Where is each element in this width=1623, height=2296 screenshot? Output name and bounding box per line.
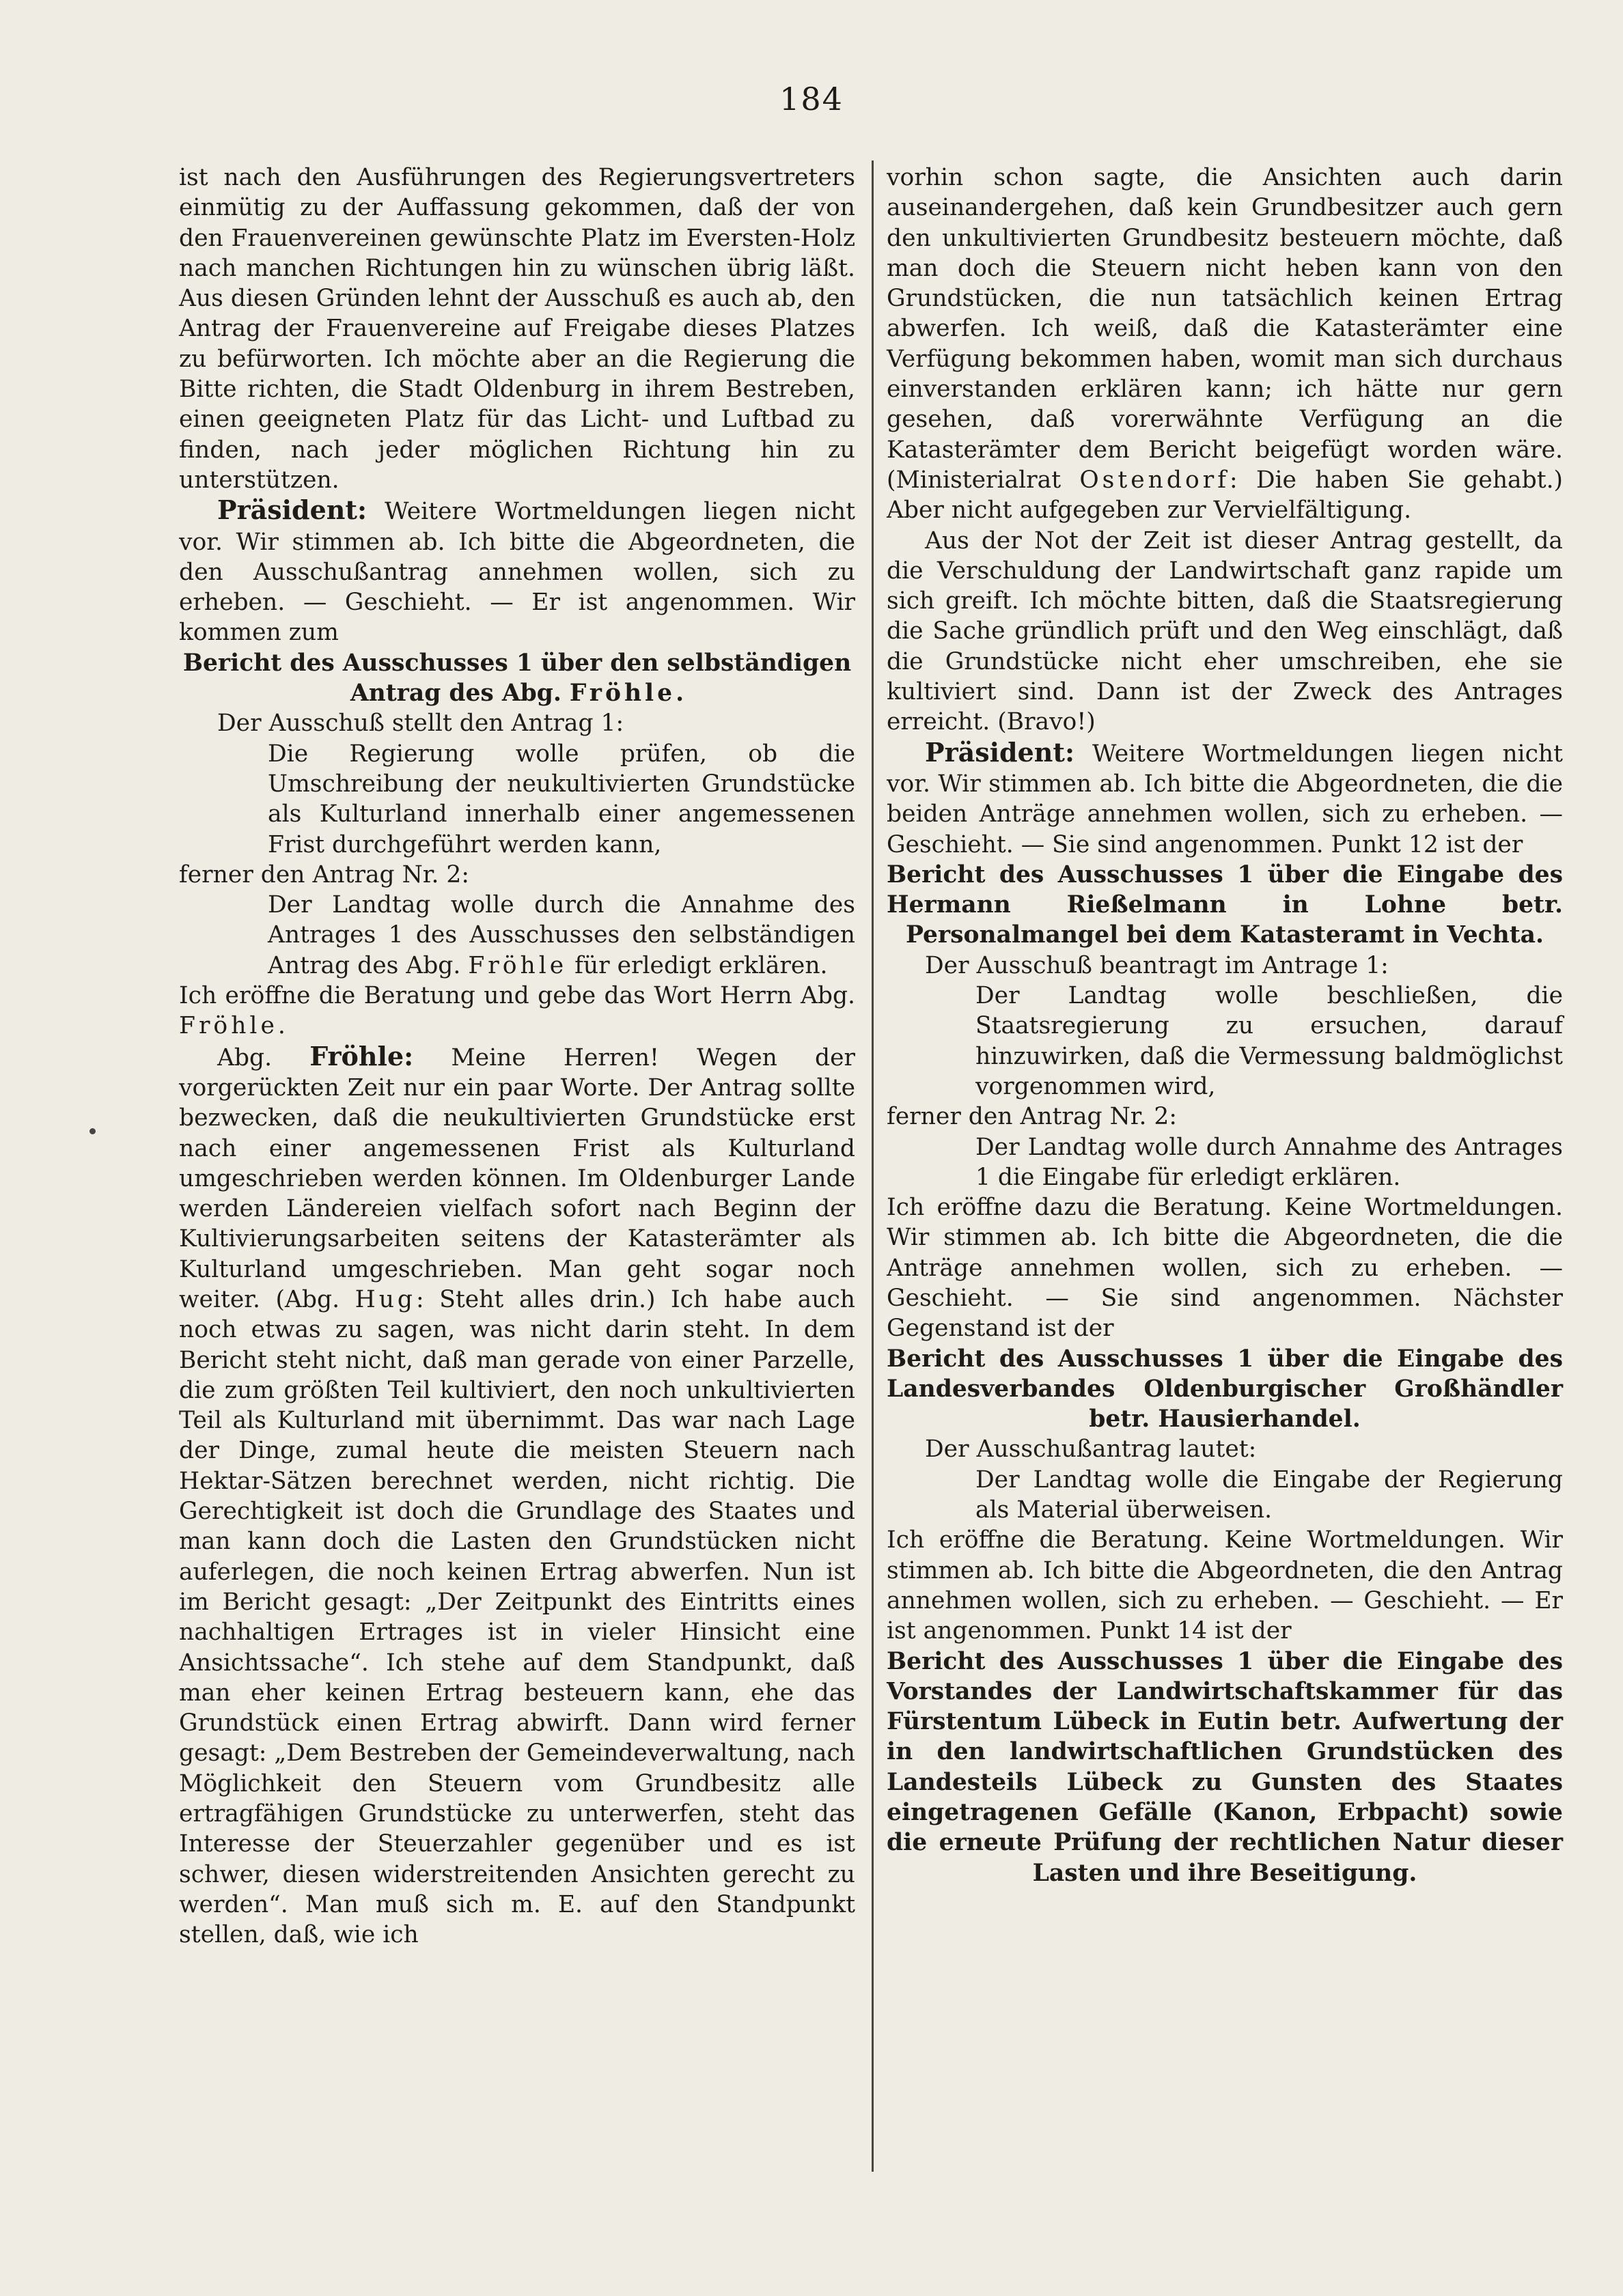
column-divider <box>872 160 874 2172</box>
motion-part: Der Landtag wolle durch die Annahme des Antrages 1 des Ausschusses den selbständigen Antrag des Abg. <box>268 891 855 979</box>
text: : Die haben Sie gehabt.) Aber nicht aufgegeben zur Vervielfältigung. <box>887 466 1563 524</box>
paragraph <box>887 163 1563 526</box>
heading-text: Bericht des Ausschusses 1 über den selbständigen Antrag des Abg. <box>182 649 852 708</box>
paragraph: Ich eröffne dazu die Beratung. Keine Wortmeldungen. Wir stimmen ab. Ich bitte die Abgeordneten, die die Anträge annehmen wollen, sich zu erheben. — Geschieht. — Sie sind angenommen. Nächster Gegenstand ist der <box>887 1194 1563 1343</box>
speaker-label: Präsident: <box>217 494 367 526</box>
print-speck <box>89 1128 96 1134</box>
motion-text: Der Landtag wolle beschließen, die Staatsregierung zu ersuchen, darauf hinzuwirken, daß die Vermessung baldmöglichst vorgenommen wird, <box>975 982 1563 1100</box>
left-column <box>179 163 855 1950</box>
section-heading: Bericht des Ausschusses 1 über die Eingabe des Landesverbandes Oldenburgischer Großhändler betr. Hausierhandel. <box>887 1345 1563 1433</box>
paragraph: Der Ausschuß beantragt im Antrage 1: <box>925 951 1389 979</box>
paragraph: Ich eröffne die Beratung. Keine Wortmeldungen. Wir stimmen ab. Ich bitte die Abgeordneten, die den Antrag annehmen wollen, sich zu erheben. — Geschieht. — Er ist angenommen. Punkt 14 ist der <box>887 1526 1563 1645</box>
member-name: Ostendorf <box>1079 466 1230 494</box>
right-column <box>887 163 1563 1888</box>
text: Abg. <box>217 1044 310 1072</box>
paragraph: ferner den Antrag Nr. 2: <box>179 860 469 888</box>
member-name: Fröhle <box>569 680 676 708</box>
speech-text: Weitere Wortmeldungen liegen nicht vor. Wir stimmen ab. Ich bitte die Abgeordneten, die die beiden Anträge annehmen wollen, sich zu erheben. — Geschieht. — Sie sind angenommen. Punkt 12 ist der <box>887 740 1563 858</box>
text: vorhin schon sagte, die Ansichten auch darin auseinandergehen, daß kein Grundbesitzer auch gern den unkultivierten Grundbesitz besteuern möchte, daß man doch die Steuern nicht heben kann von den Grundstücken, die nun tatsächlich keinen Ertrag abwerfen. Ich weiß, daß die Katasterämter eine Verfügung bekommen haben, womit man sich durchaus einverstanden erklären kann; ich hätte nur gern gesehen, daß vorerwähnte Verfügung an die Katasterämter dem Bericht beigefügt worden wäre. (Ministerialrat <box>887 164 1563 494</box>
motion-text: Die Regierung wolle prüfen, ob die Umschreibung der neukultivierten Grundstücke als Kulturland innerhalb einer angemessenen Frist durchgeführt werden kann, <box>268 740 855 858</box>
speaker-label: Präsident: <box>925 736 1075 768</box>
motion-part: für erledigt erklären. <box>567 951 828 979</box>
paragraph <box>179 495 855 647</box>
member-name: Fröhle <box>179 1012 278 1040</box>
section-heading: Bericht des Ausschusses 1 über die Eingabe des Hermann Rießelmann in Lohne betr. Personalmangel bei dem Katasteramt in Vechta. <box>887 860 1563 949</box>
text: Ich eröffne die Beratung und gebe das Wort Herrn Abg. <box>179 982 855 1010</box>
paragraph <box>179 981 855 1041</box>
member-name: Fröhle <box>468 951 568 979</box>
speech-text: Weitere Wortmeldungen liegen nicht vor. Wir stimmen ab. Ich bitte die Abgeordneten, die den Ausschußantrag annehmen wollen, sich zu erheben. — Geschieht. — Er ist angenommen. Wir kommen zum <box>179 498 855 647</box>
page-number: 184 <box>779 81 844 117</box>
motion-text: Der Landtag wolle durch Annahme des Antrages 1 die Eingabe für erledigt erklären. <box>975 1133 1563 1191</box>
paragraph <box>179 1041 855 1950</box>
section-heading <box>179 648 855 709</box>
speech-text: : Steht alles drin.) Ich habe auch noch etwas zu sagen, was nicht darin steht. In dem Bericht steht nicht, daß man gerade von einer Parzelle, die zum größten Teil kultiviert, den noch unkultivierten Teil als Kulturland mit übernimmt. Das war nach Lage der Dinge, zumal heute die meisten Steuern nach Hektar-Sätzen berechnet werden, nicht richtig. Die Gerechtigkeit ist doch die Grundlage des Staates und man kann doch die Lasten den Grundstücken nicht auferlegen, die noch keinen Ertrag abwerfen. Nun ist im Bericht gesagt: „Der Zeitpunkt des Eintritts eines nachhaltigen Ertrages ist in vieler Hinsicht eine Ansichtssache“. Ich stehe auf dem Standpunkt, daß man eher keinen Ertrag besteuern kann, ehe das Grundstück einen Ertrag abwirft. Dann wird ferner gesagt: „Dem Bestreben der Gemeindeverwaltung, nach Möglichkeit den Steuern vom Grundbesitz alle ertragfähigen Grundstücke zu unterwerfen, steht das Interesse der Steuerzahler gegenüber und es ist schwer, diesen widerstreitenden Ansichten gerecht zu werden“. Man muß sich m. E. auf den Standpunkt stellen, daß, wie ich <box>179 1285 855 1949</box>
member-name: Hug <box>355 1285 417 1313</box>
text: . <box>277 1012 286 1040</box>
paragraph: ferner den Antrag Nr. 2: <box>887 1103 1177 1131</box>
paragraph <box>887 738 1563 860</box>
paragraph: Aus der Not der Zeit ist dieser Antrag gestellt, da die Verschuldung der Landwirtschaft ganz rapide um sich greift. Ich möchte bitten, daß die Staatsregierung die Sache gründlich prüft und den Weg einschlägt, daß die Grundstücke nicht eher umschreiben, ehe sie kultiviert sind. Dann ist der Zweck des Antrages erreicht. (Bravo!) <box>887 527 1563 736</box>
paragraph: ist nach den Ausführungen des Regierungsvertreters einmütig zu der Auffassung gekommen, daß der von den Frauenvereinen gewünschte Platz im Eversten-Holz nach manchen Richtungen hin zu wünschen übrig läßt. Aus diesen Gründen lehnt der Ausschuß es auch ab, den Antrag der Frauenvereine auf Freigabe dieses Platzes zu befürworten. Ich möchte aber an die Regierung die Bitte richten, die Stadt Oldenburg in ihrem Bestreben, einen geeigneten Platz für das Licht- und Luftbad zu finden, nach jeder möglichen Richtung hin zu unterstützen. <box>179 164 855 494</box>
paragraph: Der Ausschußantrag lautet: <box>925 1436 1257 1464</box>
speech-text: Meine Herren! Wegen der vorgerückten Zeit nur ein paar Worte. Der Antrag sollte bezwecken, daß die neukultivierten Grundstücke erst nach einer angemessenen Frist als Kulturland umgeschrieben werden können. Im Oldenburger Lande werden Ländereien vielfach sofort nach Beginn der Kultivierungsarbeiten seitens der Katasterämter als Kulturland umgeschrieben. Man geht sogar noch weiter. (Abg. <box>179 1044 855 1313</box>
motion-text: Der Landtag wolle die Eingabe der Regierung als Material überweisen. <box>975 1466 1563 1524</box>
speaker-label: Fröhle: <box>309 1040 414 1072</box>
heading-text: . <box>676 680 684 708</box>
paragraph: Der Ausschuß stellt den Antrag 1: <box>217 710 624 738</box>
motion-text <box>179 890 855 981</box>
section-heading: Bericht des Ausschusses 1 über die Eingabe des Vorstandes der Landwirtschaftskammer für das Fürstentum Lübeck in Eutin betr. Aufwertung der in den landwirtschaftlichen Grundstücken des Landesteils Lübeck zu Gunsten des Staates eingetragenen Gefälle (Kanon, Erbpacht) sowie die erneute Prüfung der rechtlichen Natur dieser Lasten und ihre Beseitigung. <box>887 1647 1563 1887</box>
